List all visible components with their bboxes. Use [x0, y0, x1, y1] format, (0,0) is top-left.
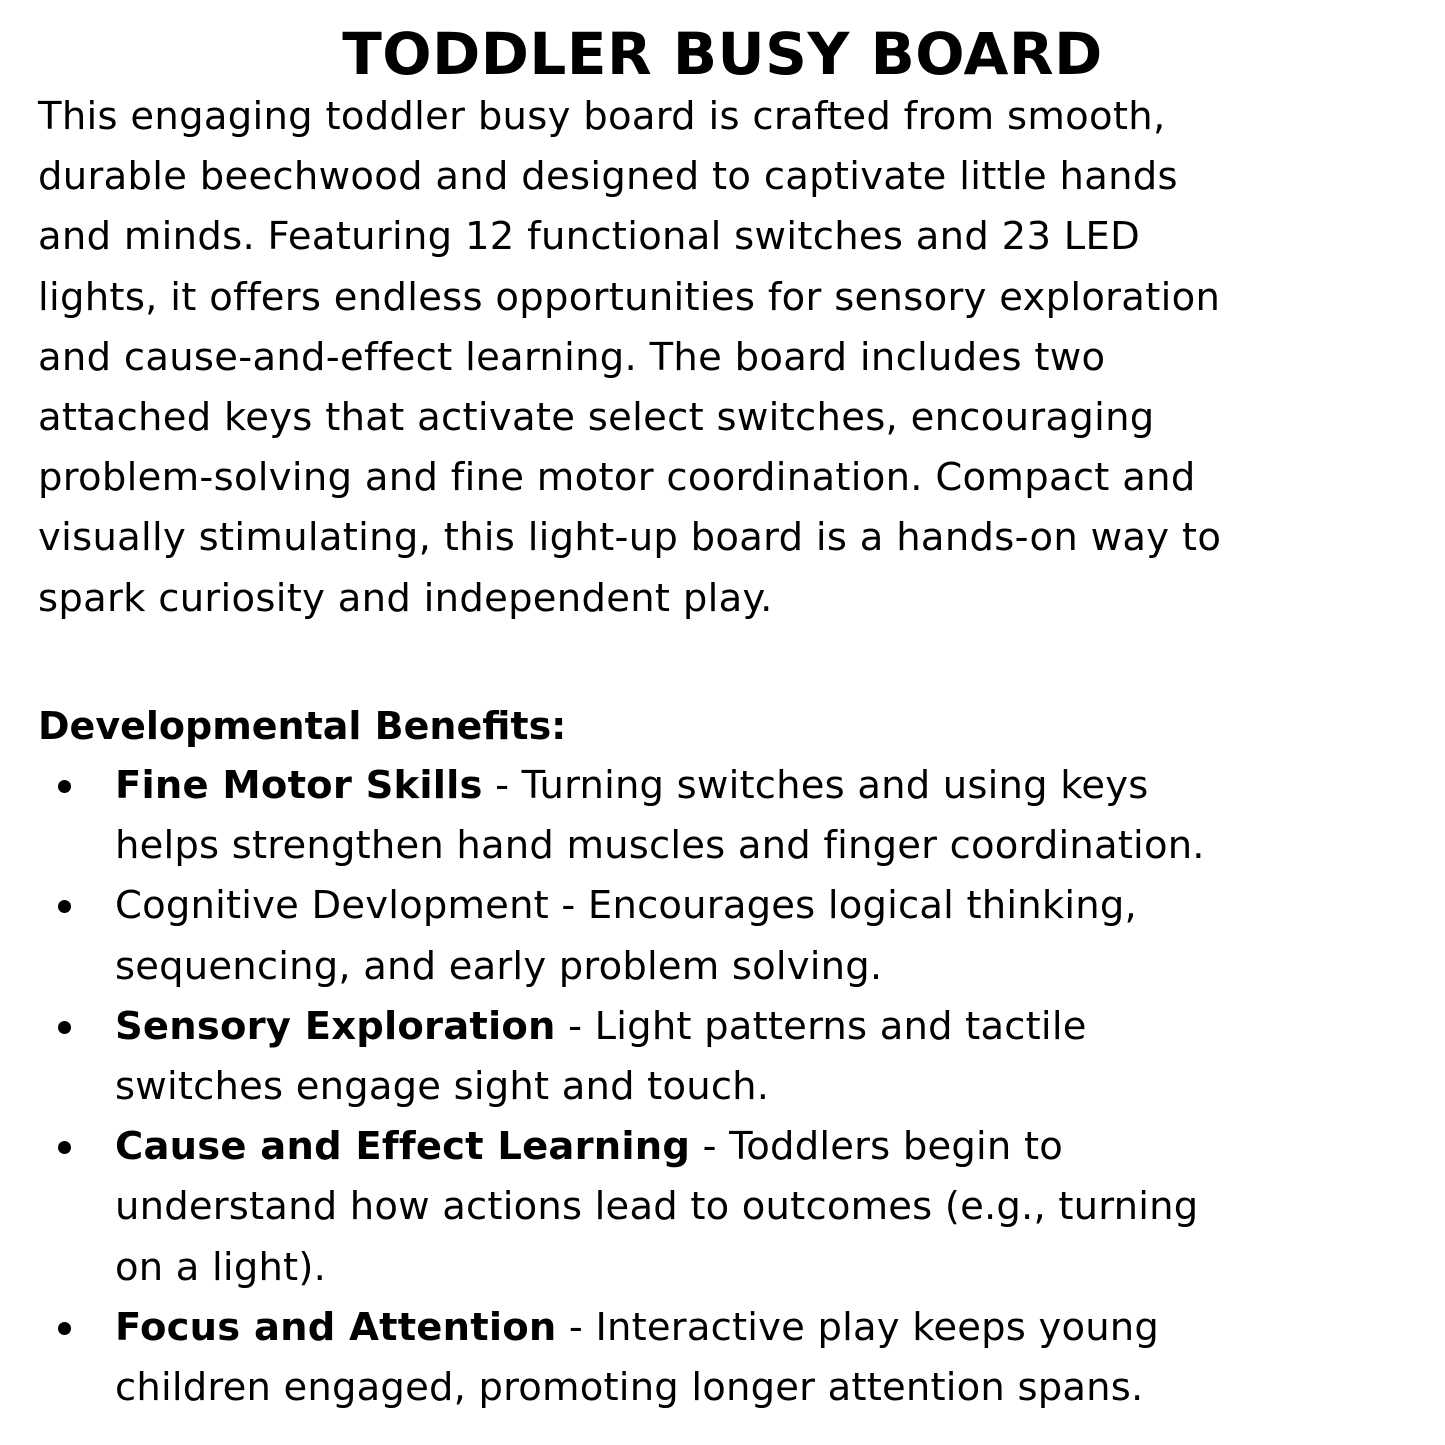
- benefit-text: switches engage sight and touch.: [115, 1064, 770, 1110]
- benefit-name: Sensory Exploration: [115, 1003, 556, 1049]
- benefit-text: sequencing, and early problem solving.: [115, 943, 883, 989]
- page-title: TODDLER BUSY BOARD: [342, 20, 1103, 88]
- benefit-item-focus-and-attention: [0, 1298, 1445, 1418]
- benefit-item-cause-and-effect-learning: [0, 1117, 1445, 1298]
- intro-line: and cause-and-effect learning. The board includes two: [38, 334, 1106, 380]
- benefit-text: understand how actions lead to outcomes (e.g., turning: [115, 1184, 1199, 1230]
- intro-paragraph: [38, 87, 1418, 629]
- benefit-text: helps strengthen hand muscles and finger coordination.: [115, 823, 1205, 869]
- intro-line: visually stimulating, this light-up board is a hands-on way to: [38, 515, 1222, 561]
- intro-line: and minds. Featuring 12 functional switches and 23 LED: [38, 214, 1141, 260]
- benefit-item-fine-motor-skills: [0, 756, 1445, 876]
- intro-line: spark curiosity and independent play.: [38, 575, 773, 621]
- intro-line: problem-solving and fine motor coordination. Compact and: [38, 455, 1196, 501]
- bullet-icon: [58, 1141, 71, 1154]
- benefit-text: children engaged, promoting longer attention spans.: [115, 1365, 1144, 1411]
- benefit-text: - Toddlers begin to: [690, 1124, 1063, 1170]
- benefit-name: Focus and Attention: [115, 1304, 557, 1350]
- intro-line: lights, it offers endless opportunities for sensory exploration: [38, 274, 1221, 320]
- bullet-icon: [58, 900, 71, 913]
- bullet-icon: [58, 1322, 71, 1335]
- intro-line: This engaging toddler busy board is crafted from smooth,: [38, 94, 1166, 139]
- benefit-text: - Encourages logical thinking,: [548, 883, 1137, 929]
- benefit-name: Cognitive Devlopment: [115, 883, 549, 929]
- benefit-text: on a light).: [115, 1244, 327, 1290]
- benefit-item-sensory-exploration: [0, 997, 1445, 1117]
- benefits-list: [0, 756, 1445, 1418]
- bullet-icon: [58, 780, 71, 793]
- benefit-item-cognitive-development: [0, 876, 1445, 996]
- benefit-text: - Light patterns and tactile: [555, 1003, 1087, 1049]
- benefit-text: - Turning switches and using keys: [482, 763, 1149, 808]
- benefit-name: Cause and Effect Learning: [115, 1124, 691, 1170]
- intro-line: durable beechwood and designed to captivate little hands: [38, 154, 1178, 200]
- benefit-text: - Interactive play keeps young: [556, 1304, 1160, 1350]
- benefit-name: Fine Motor Skills: [115, 763, 483, 808]
- benefits-heading: Developmental Benefits:: [38, 704, 567, 748]
- bullet-icon: [58, 1021, 71, 1034]
- intro-line: attached keys that activate select switches, encouraging: [38, 395, 1155, 441]
